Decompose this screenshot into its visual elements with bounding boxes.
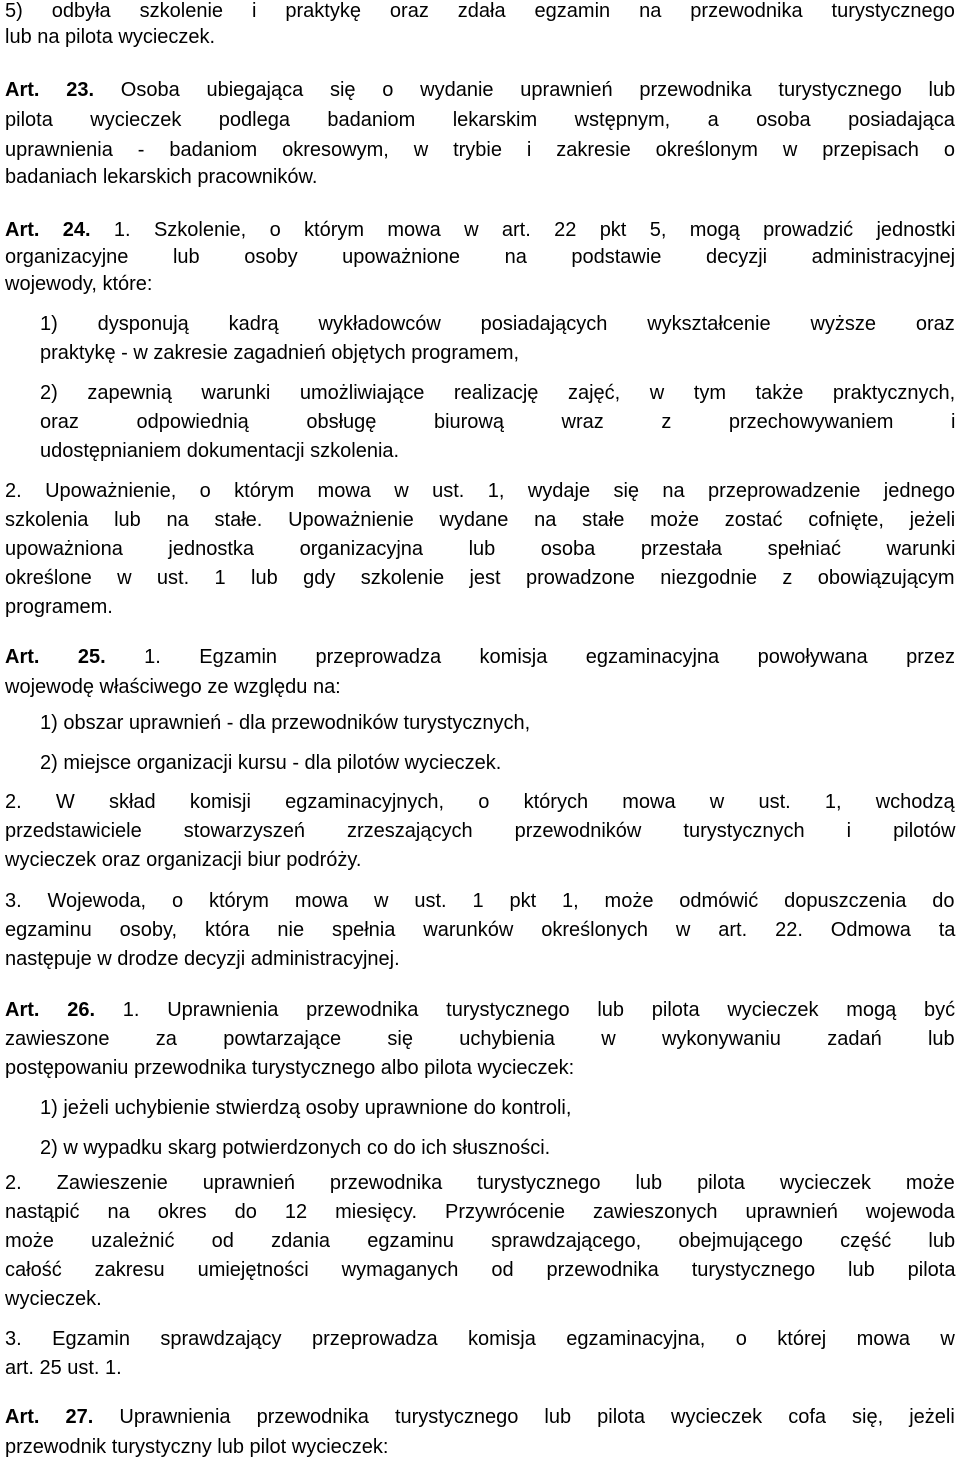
line-text: praktykę - w zakresie zagadnień objętych programem, xyxy=(40,342,520,364)
document-line xyxy=(5,165,317,189)
document-line xyxy=(5,1200,955,1224)
document-line xyxy=(5,272,152,296)
line-text: wycieczek. xyxy=(5,1288,102,1310)
document-line xyxy=(5,0,955,23)
document-line xyxy=(5,1027,955,1051)
line-text: Osoba ubiegająca się o wydanie uprawnień przewodnika turystycznego lub xyxy=(94,79,956,101)
document-line xyxy=(40,341,519,365)
document-line xyxy=(5,1327,955,1351)
line-text: 2) miejsce organizacji kursu - dla pilotów wycieczek. xyxy=(40,752,502,774)
line-text: oraz odpowiednią obsługę biurową wraz z przechowywaniem i xyxy=(40,411,956,433)
article-number: Art. 24. xyxy=(5,219,91,241)
line-text: 3. Egzamin sprawdzający przeprowadza komisja egzaminacyjna, o której mowa w xyxy=(5,1328,955,1350)
document-line xyxy=(40,312,955,336)
document-line xyxy=(5,998,955,1022)
document-line xyxy=(5,918,955,942)
document-line xyxy=(5,25,215,49)
line-text: 1. Szkolenie, o którym mowa w art. 22 pkt 5, mogą prowadzić jednostki xyxy=(90,219,956,241)
line-text: pilota wycieczek podlega badaniom lekarskim wstępnym, a osoba posiadająca xyxy=(5,109,955,131)
line-text: 2) zapewnią warunki umożliwiające realizację zajęć, w tym także praktycznych, xyxy=(40,382,956,404)
line-text: określone w ust. 1 lub gdy szkolenie jest prowadzone niezgodnie z obowiązującym xyxy=(5,567,955,589)
document-line xyxy=(5,889,955,913)
document-line xyxy=(5,595,113,619)
line-text: programem. xyxy=(5,596,113,618)
document-line xyxy=(5,218,955,242)
document-line xyxy=(5,645,955,669)
document-line xyxy=(5,1056,574,1080)
line-text: lub na pilota wycieczek. xyxy=(5,26,216,48)
line-text: 2. Upoważnienie, o którym mowa w ust. 1, wydaje się na przeprowadzenie jednego xyxy=(5,480,955,502)
document-line xyxy=(5,848,361,872)
document-line xyxy=(5,1287,102,1311)
document-line xyxy=(5,1435,388,1459)
document-line xyxy=(5,108,955,132)
document-line xyxy=(40,1136,550,1160)
line-text: badaniach lekarskich pracowników. xyxy=(5,166,318,188)
line-text: udostępnianiem dokumentacji szkolenia. xyxy=(40,440,400,462)
document-line xyxy=(5,1405,955,1429)
document-line xyxy=(5,138,955,162)
line-text: całość zakresu umiejętności wymaganych od przewodnika turystycznego lub pilota xyxy=(5,1259,956,1281)
article-number: Art. 27. xyxy=(5,1406,94,1428)
line-text: art. 25 ust. 1. xyxy=(5,1357,122,1379)
document-line xyxy=(5,1229,955,1253)
document-line xyxy=(40,711,530,735)
document-line xyxy=(5,78,955,102)
line-text: wojewody, które: xyxy=(5,273,153,295)
document-line xyxy=(5,675,341,699)
line-text: może uzależnić od zdania egzaminu sprawdzającego, obejmującego część lub xyxy=(5,1230,956,1252)
line-text: 2) w wypadku skarg potwierdzonych co do ich słuszności. xyxy=(40,1137,551,1159)
document-line xyxy=(5,1171,955,1195)
document-line xyxy=(5,1356,122,1380)
line-text: 1. Egzamin przeprowadza komisja egzaminacyjna powoływana przez xyxy=(105,646,956,668)
line-text: Uprawnienia przewodnika turystycznego lub pilota wycieczek cofa się, jeżeli xyxy=(93,1406,955,1428)
line-text: 5) odbyła szkolenie i praktykę oraz zdała egzamin na przewodnika turystycznego xyxy=(5,0,955,22)
line-text: 1) dysponują kadrą wykładowców posiadających wykształcenie wyższe oraz xyxy=(40,313,955,335)
article-number: Art. 23. xyxy=(5,79,95,101)
line-text: upoważniona jednostka organizacyjna lub osoba przestała spełniać warunki xyxy=(5,538,956,560)
document-line xyxy=(40,1096,571,1120)
line-text: 2. Zawieszenie uprawnień przewodnika turystycznego lub pilota wycieczek może xyxy=(5,1172,955,1194)
line-text: następuje w drodze decyzji administracyjnej. xyxy=(5,948,400,970)
line-text: organizacyjne lub osoby upoważnione na podstawie decyzji administracyjnej xyxy=(5,246,956,268)
line-text: szkolenia lub na stałe. Upoważnienie wydane na stałe może zostać cofnięte, jeżeli xyxy=(5,509,956,531)
line-text: wojewodę właściwego ze względu na: xyxy=(5,676,341,698)
line-text: przewodnik turystyczny lub pilot wycieczek: xyxy=(5,1436,389,1458)
line-text: przedstawiciele stowarzyszeń zrzeszających przewodników turystycznych i pilotów xyxy=(5,820,956,842)
document-line xyxy=(40,410,955,434)
document-line xyxy=(5,508,955,532)
document-line xyxy=(5,479,955,503)
article-number: Art. 26. xyxy=(5,999,96,1021)
document-line xyxy=(5,245,955,269)
line-text: egzaminu osoby, która nie spełnia warunków określonych w art. 22. Odmowa ta xyxy=(5,919,956,941)
document-line xyxy=(40,751,501,775)
line-text: nastąpić na okres do 12 miesięcy. Przywrócenie zawieszonych uprawnień wojewoda xyxy=(5,1201,955,1223)
document-line xyxy=(5,537,955,561)
line-text: wycieczek oraz organizacji biur podróży. xyxy=(5,849,362,871)
line-text: zawieszone za powtarzające się uchybienia w wykonywaniu zadań lub xyxy=(5,1028,955,1050)
line-text: postępowaniu przewodnika turystycznego albo pilota wycieczek: xyxy=(5,1057,575,1079)
line-text: 1) obszar uprawnień - dla przewodników turystycznych, xyxy=(40,712,531,734)
document-line xyxy=(5,566,955,590)
line-text: 1) jeżeli uchybienie stwierdzą osoby uprawnione do kontroli, xyxy=(40,1097,572,1119)
document-line xyxy=(5,947,400,971)
line-text: uprawnienia - badaniom okresowym, w trybie i zakresie określonym w przepisach o xyxy=(5,139,955,161)
document-line xyxy=(5,819,955,843)
document-line xyxy=(40,381,955,405)
line-text: 2. W skład komisji egzaminacyjnych, o których mowa w ust. 1, wchodzą xyxy=(5,791,955,813)
article-number: Art. 25. xyxy=(5,646,106,668)
document-line xyxy=(5,1258,955,1282)
line-text: 3. Wojewoda, o którym mowa w ust. 1 pkt 1, może odmówić dopuszczenia do xyxy=(5,890,955,912)
line-text: 1. Uprawnienia przewodnika turystycznego lub pilota wycieczek mogą być xyxy=(95,999,956,1021)
document-line xyxy=(40,439,399,463)
document-line xyxy=(5,790,955,814)
